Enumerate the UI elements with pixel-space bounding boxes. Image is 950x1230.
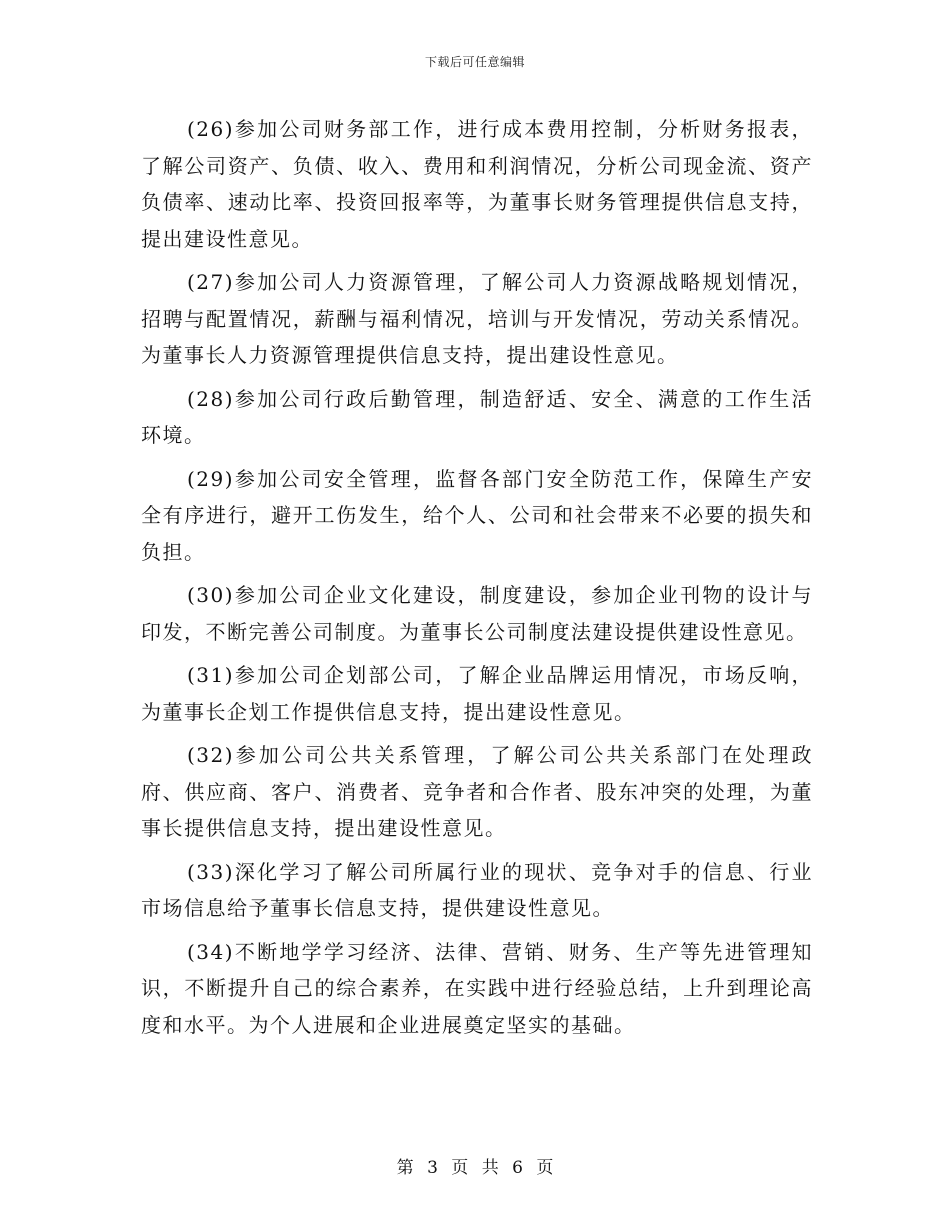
header-note: 下载后可任意编辑 xyxy=(424,55,525,69)
paragraph-26: (26)参加公司财务部工作，进行成本费用控制，分析财务报表，了解公司资产、负债、收入、费用和利润情况，分析公司现金流、资产负债率、速动比率、投资回报率等，为董事长财务管理提供信息支持，提出建设性意见。 xyxy=(141,117,813,251)
document-body xyxy=(141,111,813,1050)
paragraph-30: (30)参加公司企业文化建设，制度建设，参加企业刊物的设计与印发，不断完善公司制度。为董事长公司制度法建设提供建设性意见。 xyxy=(141,583,813,644)
paragraph-27: (27)参加公司人力资源管理，了解公司人力资源战略规划情况，招聘与配置情况，薪酬与福利情况，培训与开发情况，劳动关系情况。为董事长人力资源管理提供信息支持，提出建设性意见。 xyxy=(141,270,813,367)
page-number-footer: 第 3 页 共 6 页 xyxy=(396,1158,554,1178)
paragraph-29: (29)参加公司安全管理，监督各部门安全防范工作，保障生产安全有序进行，避开工伤发生，给个人、公司和社会带来不必要的损失和负担。 xyxy=(141,466,813,564)
paragraph-32: (32)参加公司公共关系管理，了解公司公共关系部门在处理政府、供应商、客户、消费者、竞争者和合作者、股东冲突的处理，为董事长提供信息支持，提出建设性意见。 xyxy=(141,743,813,840)
paragraph-33: (33)深化学习了解公司所属行业的现状、竞争对手的信息、行业市场信息给予董事长信息支持，提供建设性意见。 xyxy=(141,859,813,920)
paragraph-28: (28)参加公司行政后勤管理，制造舒适、安全、满意的工作生活环境。 xyxy=(141,386,813,447)
paragraph-31: (31)参加公司企划部公司，了解企业品牌运用情况，市场反响，为董事长企划工作提供信息支持，提出建设性意见。 xyxy=(141,663,813,724)
paragraph-34: (34)不断地学学习经济、法律、营销、财务、生产等先进管理知识，不断提升自己的综合素养，在实践中进行经验总结，上升到理论高度和水平。为个人进展和企业进展奠定坚实的基础。 xyxy=(141,939,813,1037)
